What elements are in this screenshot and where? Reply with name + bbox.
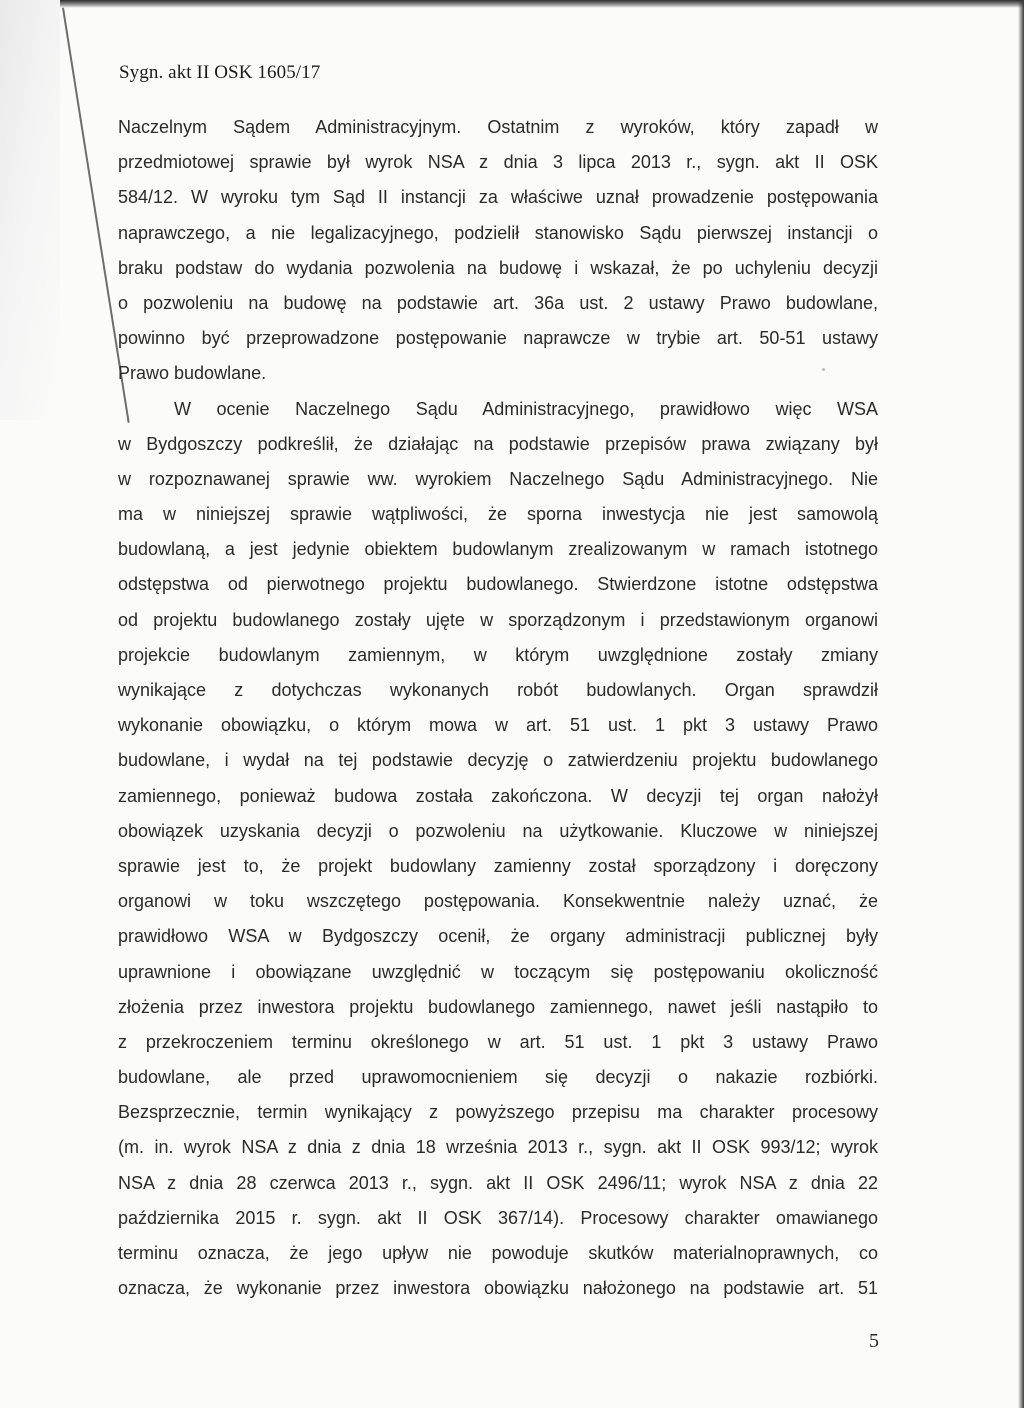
text-line: Prawo budowlane. bbox=[118, 363, 267, 384]
text-line: października 2015 r. sygn. akt II OSK 367/14). Procesowy charakter omawianego bbox=[118, 1207, 878, 1228]
text-line: budowlane, i wydał na tej podstawie decyzję o zatwierdzeniu projektu budowlanego bbox=[118, 750, 878, 771]
page-number: 5 bbox=[869, 1330, 879, 1352]
text-line: odstępstwa od pierwotnego projektu budowlanego. Stwierdzone istotne odstępstwa bbox=[118, 574, 878, 595]
text-line: obowiązek uzyskania decyzji o pozwoleniu na użytkowanie. Kluczowe w niniejszej bbox=[118, 820, 878, 841]
text-line: budowlane, ale przed uprawomocnieniem się decyzji o nakazie rozbiórki. bbox=[118, 1067, 878, 1088]
text-line: zamiennego, ponieważ budowa została zakończona. W decyzji tej organ nałożył bbox=[118, 785, 878, 806]
scan-top-edge bbox=[0, 0, 1024, 8]
text-line: w rozpoznawanej sprawie ww. wyrokiem Naczelnego Sądu Administracyjnego. Nie bbox=[118, 468, 878, 489]
case-reference: Sygn. akt II OSK 1605/17 bbox=[119, 62, 321, 83]
page-fold-shadow bbox=[0, 0, 60, 420]
text-line: naprawczego, a nie legalizacyjnego, podzielił stanowisko Sądu pierwszej instancji o bbox=[118, 222, 878, 243]
text-line: (m. in. wyrok NSA z dnia z dnia 18 września 2013 r., sygn. akt II OSK 993/12; wyrok bbox=[118, 1137, 878, 1158]
text-line: braku podstaw do wydania pozwolenia na budowę i wskazał, że po uchyleniu decyzji bbox=[118, 257, 878, 278]
text-line: 584/12. W wyroku tym Sąd II instancji za właściwe uznał prowadzenie postępowania bbox=[118, 187, 878, 208]
text-line: powinno być przeprowadzone postępowanie naprawcze w trybie art. 50-51 ustawy bbox=[118, 328, 878, 349]
text-line: przedmiotowej sprawie był wyrok NSA z dnia 3 lipca 2013 r., sygn. akt II OSK bbox=[118, 152, 878, 173]
text-line: od projektu budowlanego zostały ujęte w sporządzonym i przedstawionym organowi bbox=[118, 609, 878, 630]
text-line: oznacza, że wykonanie przez inwestora obowiązku nałożonego na podstawie art. 51 bbox=[118, 1278, 878, 1299]
text-line: o pozwoleniu na budowę na podstawie art. 36a ust. 2 ustawy Prawo budowlane, bbox=[118, 292, 878, 313]
text-line: w Bydgoszczy podkreślił, że działając na podstawie przepisów prawa związany był bbox=[118, 433, 878, 454]
text-line: budowlaną, a jest jedynie obiektem budowlanym zrealizowanym w ramach istotnego bbox=[118, 539, 878, 560]
document-body bbox=[118, 110, 878, 1306]
text-line: sprawie jest to, że projekt budowlany zamienny został sporządzony i doręczony bbox=[118, 855, 878, 876]
text-line: wykonanie obowiązku, o którym mowa w art. 51 ust. 1 pkt 3 ustawy Prawo bbox=[118, 715, 878, 736]
text-line: złożenia przez inwestora projektu budowlanego zamiennego, nawet jeśli nastąpiło to bbox=[118, 996, 878, 1017]
text-line: organowi w toku wszczętego postępowania. Konsekwentnie należy uznać, że bbox=[118, 891, 878, 912]
text-line: NSA z dnia 28 czerwca 2013 r., sygn. akt II OSK 2496/11; wyrok NSA z dnia 22 bbox=[118, 1172, 878, 1193]
scan-speck bbox=[822, 368, 825, 371]
text-line: prawidłowo WSA w Bydgoszczy ocenił, że organy administracji publicznej były bbox=[118, 926, 878, 947]
text-line: Bezsprzecznie, termin wynikający z powyższego przepisu ma charakter procesowy bbox=[118, 1102, 878, 1123]
text-line: projekcie budowlanym zamiennym, w którym uwzględnione zostały zmiany bbox=[118, 644, 878, 665]
scan-right-edge bbox=[1018, 0, 1024, 1408]
text-line: wynikające z dotychczas wykonanych robót budowlanych. Organ sprawdził bbox=[118, 680, 878, 700]
text-line: terminu oznacza, że jego upływ nie powoduje skutków materialnoprawnych, co bbox=[118, 1243, 878, 1263]
text-line: uprawnione i obowiązane uwzględnić w toczącym się postępowaniu okoliczność bbox=[118, 961, 878, 982]
text-line: Naczelnym Sądem Administracyjnym. Ostatnim z wyroków, który zapadł w bbox=[118, 117, 878, 137]
text-line: W ocenie Naczelnego Sądu Administracyjnego, prawidłowo więc WSA bbox=[174, 398, 878, 419]
text-line: z przekroczeniem terminu określonego w art. 51 ust. 1 pkt 3 ustawy Prawo bbox=[118, 1031, 878, 1052]
text-line: ma w niniejszej sprawie wątpliwości, że sporna inwestycja nie jest samowolą bbox=[118, 504, 878, 525]
